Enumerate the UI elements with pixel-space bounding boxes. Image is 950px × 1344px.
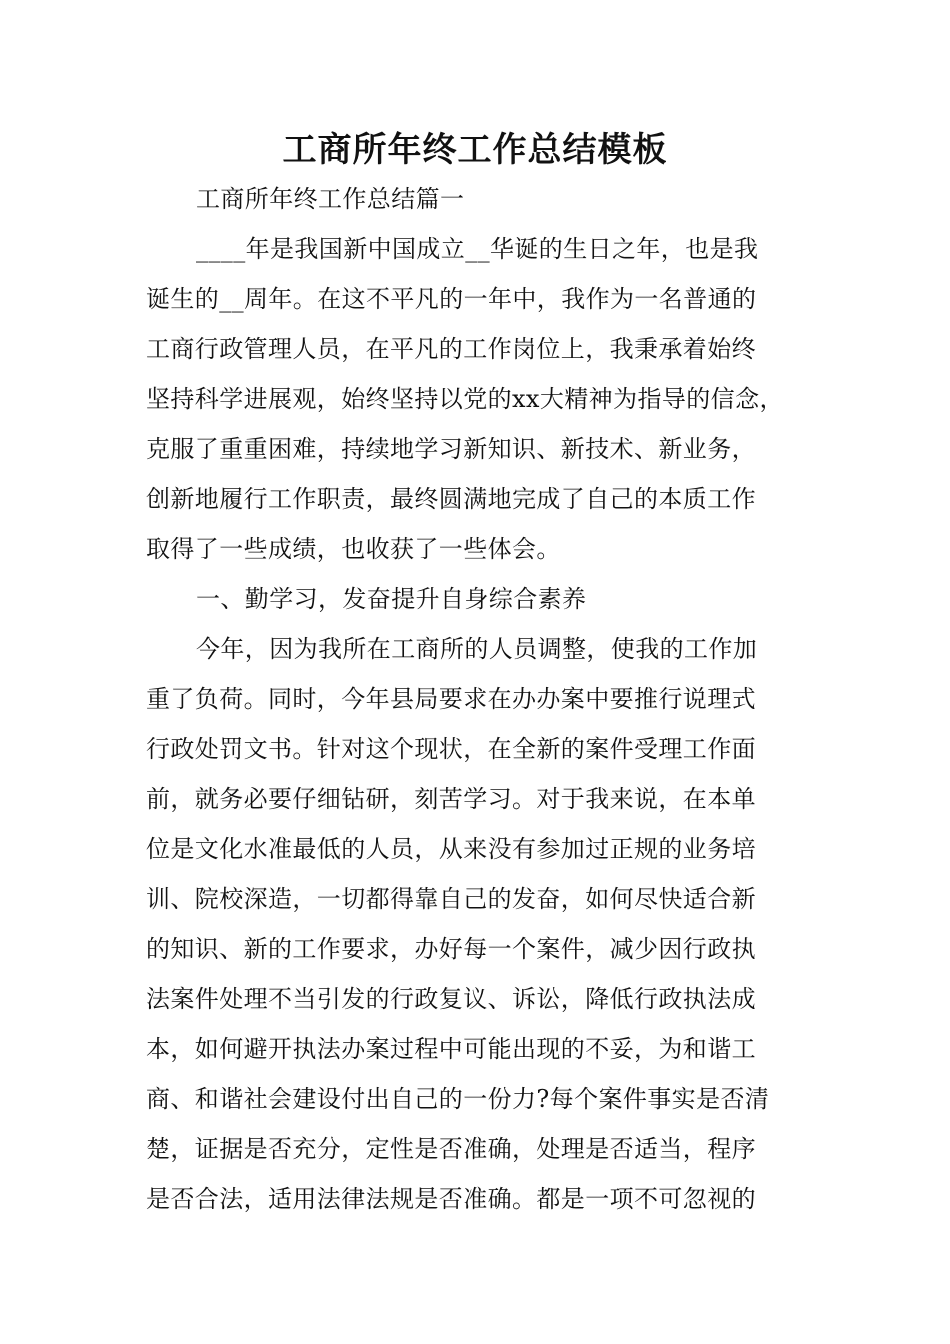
paragraph-line: 创新地履行工作职责，最终圆满地完成了自己的本质工作: [146, 485, 756, 513]
paragraph-line: 行政处罚文书。针对这个现状，在全新的案件受理工作面: [146, 735, 756, 763]
paragraph-line: 坚持科学进展观，始终坚持以党的xx大精神为指导的信念，: [146, 385, 784, 413]
document-title: 工商所年终工作总结模板: [282, 130, 668, 170]
paragraph-line: ____年是我国新中国成立__华诞的生日之年，也是我: [196, 235, 759, 263]
paragraph-line: 取得了一些成绩，也收获了一些体会。: [146, 535, 561, 563]
paragraph-line: 克服了重重困难，持续地学习新知识、新技术、新业务，: [146, 435, 756, 463]
paragraph-line: 重了负荷。同时，今年县局要求在办办案中要推行说理式: [146, 685, 756, 713]
paragraph-line: 位是文化水准最低的人员，从来没有参加过正规的业务培: [146, 835, 756, 863]
paragraph-line: 今年，因为我所在工商所的人员调整，使我的工作加: [196, 635, 758, 663]
paragraph-line: 工商行政管理人员，在平凡的工作岗位上，我秉承着始终: [146, 335, 756, 363]
paragraph-line: 诞生的__周年。在这不平凡的一年中，我作为一名普通的: [146, 285, 757, 313]
section-heading: 工商所年终工作总结篇一: [196, 185, 465, 213]
paragraph-line: 楚，证据是否充分，定性是否准确，处理是否适当，程序: [146, 1135, 756, 1163]
subheading: 一、勤学习，发奋提升自身综合素养: [196, 585, 587, 613]
paragraph-line: 的知识、新的工作要求，办好每一个案件，减少因行政执: [146, 935, 756, 963]
paragraph-line: 商、和谐社会建设付出自己的一份力?每个案件事实是否清: [146, 1085, 770, 1113]
paragraph-line: 是否合法，适用法律法规是否准确。都是一项不可忽视的: [146, 1185, 756, 1213]
paragraph-line: 前，就务必要仔细钻研，刻苦学习。对于我来说，在本单: [146, 785, 756, 813]
paragraph-line: 本，如何避开执法办案过程中可能出现的不妥，为和谐工: [146, 1035, 756, 1063]
paragraph-line: 训、院校深造，一切都得靠自己的发奋，如何尽快适合新: [146, 885, 756, 913]
paragraph-line: 法案件处理不当引发的行政复议、诉讼，降低行政执法成: [146, 985, 756, 1013]
